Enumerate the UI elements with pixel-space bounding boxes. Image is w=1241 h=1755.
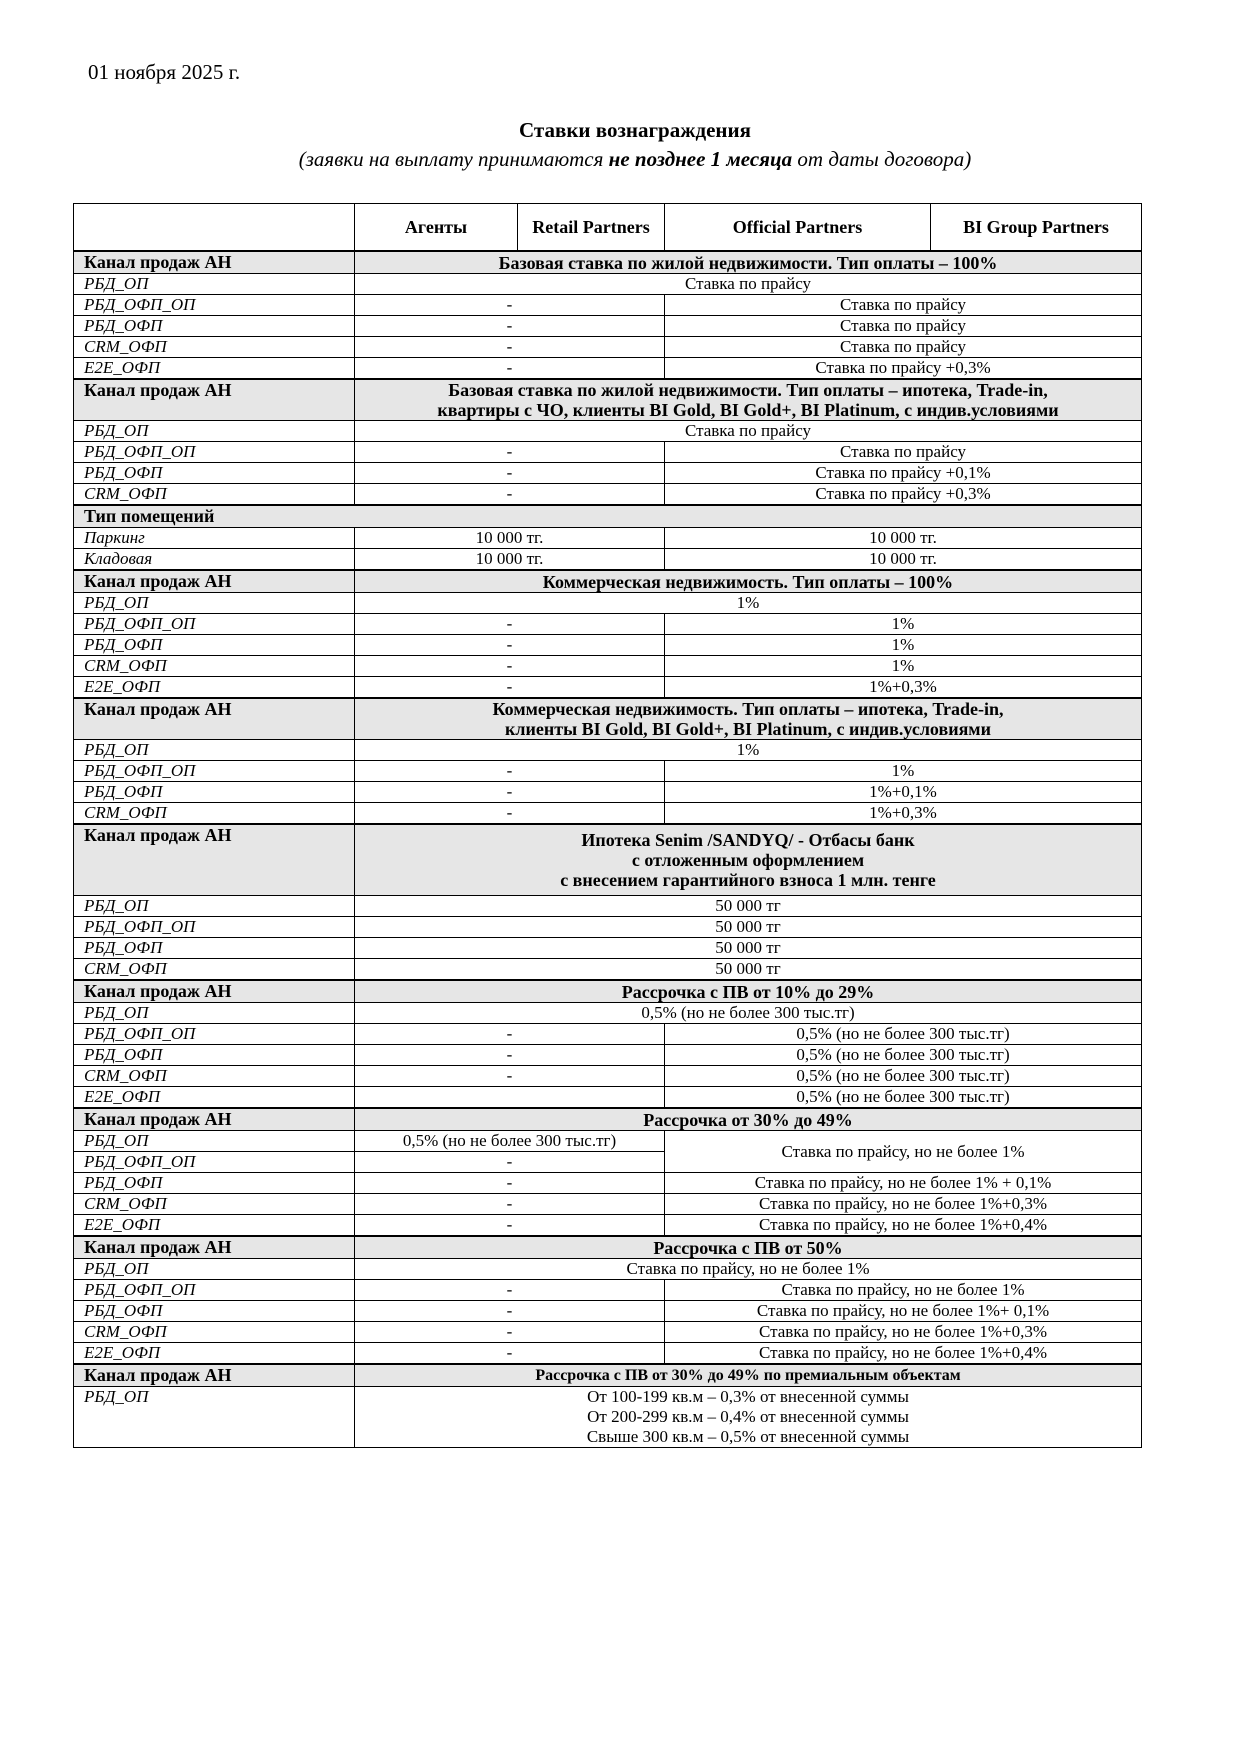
rate-dash: - [355,1152,665,1173]
rate-value: 1% [665,656,1142,677]
section-title: Рассрочка с ПВ от 10% до 29% [355,980,1142,1003]
table-row [74,1087,1142,1109]
rate-value: 1% [355,593,1142,614]
rate-value: 1% [665,635,1142,656]
rate-dash: - [355,1066,665,1087]
section-title: Базовая ставка по жилой недвижимости. Тип оплаты – 100% [355,251,1142,274]
document-subtitle [0,147,1241,172]
table-row [74,1259,1142,1280]
rate-value: 1%+0,3% [665,677,1142,699]
section-header-residential-100 [74,251,1142,274]
rate-value: Ставка по прайсу, но не более 1%+0,3% [665,1322,1142,1343]
section-title: Рассрочка от 30% до 49% [355,1108,1142,1131]
rate-dash: - [355,442,665,463]
rate-value: Ставка по прайсу +0,3% [665,484,1142,506]
table-row [74,1215,1142,1237]
table-row [74,938,1142,959]
rate-dash: - [355,1173,665,1194]
document-date: 01 ноября 2025 г. [88,60,241,84]
rate-value: 50 000 тг [355,896,1142,917]
section-label: Канал продаж АН [74,1108,355,1131]
table-row [74,1322,1142,1343]
table-row [74,274,1142,295]
premium-rate-line: От 200-299 кв.м – 0,4% от внесенной суммы [587,1407,909,1426]
table-row [74,896,1142,917]
channel-label: РБД_ОФП_ОП [74,917,355,938]
rate-value: 50 000 тг [355,938,1142,959]
rate-value: 1% [665,761,1142,782]
channel-label: CRM_ОФП [74,484,355,506]
channel-label: CRM_ОФП [74,1322,355,1343]
rate-dash: - [355,803,665,825]
channel-label: РБД_ОФП_ОП [74,614,355,635]
rate-value: 0,5% (но не более 300 тыс.тг) [665,1066,1142,1087]
rate-value-merged: Ставка по прайсу, но не более 1% [665,1131,1142,1173]
rate-value: Ставка по прайсу, но не более 1% [355,1259,1142,1280]
rate-value: 0,5% (но не более 300 тыс.тг) [665,1024,1142,1045]
channel-label: РБД_ОФП [74,463,355,484]
rate-dash: - [355,1024,665,1045]
table-row [74,917,1142,938]
rate-value: 1%+0,1% [665,782,1142,803]
section-header-premises [74,505,1142,528]
channel-label: РБД_ОФП [74,1045,355,1066]
channel-label: РБД_ОП [74,1387,355,1448]
subtitle-post: от даты договора) [792,147,972,171]
channel-label: CRM_ОФП [74,337,355,358]
rate-dash: - [355,1343,665,1365]
table-row [74,761,1142,782]
header-empty-cell [74,204,355,252]
table-row [74,677,1142,699]
channel-label: РБД_ОП [74,274,355,295]
rate-value: 10 000 тг. [665,549,1142,571]
section-header-commercial-100 [74,570,1142,593]
rate-value: Ставка по прайсу [665,337,1142,358]
channel-label: CRM_ОФП [74,1066,355,1087]
rate-dash: - [355,761,665,782]
section-header-premium-installment [74,1364,1142,1387]
rate-value: Ставка по прайсу [665,295,1142,316]
table-row [74,484,1142,506]
section-label: Тип помещений [74,505,1142,528]
premium-rate-line: От 100-199 кв.м – 0,3% от внесенной суммы [587,1387,909,1406]
table-row [74,740,1142,761]
channel-label: РБД_ОФП_ОП [74,1152,355,1173]
rate-dash: - [355,1215,665,1237]
channel-label: E2E_ОФП [74,1087,355,1109]
table-row [74,593,1142,614]
table-row [74,782,1142,803]
section-title-line: Ипотека Senim /SANDYQ/ - Отбасы банк [581,830,915,850]
table-row [74,1343,1142,1365]
rate-value: 0,5% (но не более 300 тыс.тг) [355,1003,1142,1024]
table-row [74,1173,1142,1194]
rate-value: 10 000 тг. [355,549,665,571]
rate-dash: - [355,635,665,656]
section-label: Канал продаж АН [74,824,355,896]
section-label: Канал продаж АН [74,251,355,274]
channel-label: РБД_ОП [74,1131,355,1152]
channel-label: E2E_ОФП [74,358,355,380]
channel-label: РБД_ОФП [74,782,355,803]
channel-label: РБД_ОП [74,896,355,917]
header-row [74,204,1142,252]
channel-label: РБД_ОФП_ОП [74,1024,355,1045]
rate-value [355,1387,1142,1448]
rate-dash: - [355,295,665,316]
section-title [355,824,1142,896]
channel-label: РБД_ОФП [74,1301,355,1322]
section-title-line: квартиры с ЧО, клиенты BI Gold, BI Gold+, BI Platinum, с индив.условиями [437,400,1059,420]
section-title: Коммерческая недвижимость. Тип оплаты – 100% [355,570,1142,593]
table-row [74,316,1142,337]
table-row [74,1045,1142,1066]
col-header-official-partners: Official Partners [665,204,931,252]
section-title: Рассрочка с ПВ от 50% [355,1236,1142,1259]
section-title-line: с отложенным оформлением [631,850,865,870]
rate-value: Ставка по прайсу [355,421,1142,442]
channel-label: РБД_ОФП [74,938,355,959]
rate-value: 10 000 тг. [355,528,665,549]
table-row [74,358,1142,380]
section-header-senim-mortgage [74,824,1142,896]
section-header-commercial-mortgage [74,698,1142,740]
channel-label: РБД_ОФП [74,1173,355,1194]
rate-dash: - [355,677,665,699]
rate-dash: - [355,463,665,484]
rate-value: Ставка по прайсу +0,1% [665,463,1142,484]
rate-value: Ставка по прайсу, но не более 1%+0,3% [665,1194,1142,1215]
rate-value: Ставка по прайсу, но не более 1% [665,1280,1142,1301]
channel-label: РБД_ОФП_ОП [74,442,355,463]
rate-dash: - [355,1194,665,1215]
channel-label: РБД_ОФП [74,635,355,656]
table-row [74,656,1142,677]
subtitle-pre: (заявки на выплату принимаются [298,147,609,171]
rate-dash: - [355,1322,665,1343]
table-row [74,549,1142,571]
section-title-line: с внесением гарантийного взноса 1 млн. тенге [560,870,936,890]
channel-label: РБД_ОФП_ОП [74,295,355,316]
rate-dash: - [355,1280,665,1301]
table-row [74,1387,1142,1448]
rate-dash: - [355,316,665,337]
section-title [355,379,1142,421]
premium-rate-line: Свыше 300 кв.м – 0,5% от внесенной суммы [586,1427,910,1446]
channel-label: РБД_ОП [74,1003,355,1024]
subtitle-bold: не позднее 1 месяца [608,147,793,171]
section-header-installment-10-29 [74,980,1142,1003]
table-row [74,337,1142,358]
premise-label: Паркинг [74,528,355,549]
rate-value: 0,5% (но не более 300 тыс.тг) [665,1045,1142,1066]
rate-value: Ставка по прайсу [665,316,1142,337]
document-title: Ставки вознаграждения [519,118,751,142]
channel-label: CRM_ОФП [74,803,355,825]
table-row [74,1003,1142,1024]
table-row [74,1066,1142,1087]
channel-label: РБД_ОП [74,1259,355,1280]
channel-label: РБД_ОП [74,421,355,442]
rate-value: Ставка по прайсу, но не более 1% + 0,1% [665,1173,1142,1194]
channel-label: E2E_ОФП [74,1215,355,1237]
channel-label: РБД_ОФП [74,316,355,337]
channel-label: РБД_ОФП_ОП [74,1280,355,1301]
col-header-agents: Агенты [355,204,518,252]
rate-value: 10 000 тг. [665,528,1142,549]
rate-value: Ставка по прайсу [665,442,1142,463]
table-row [74,528,1142,549]
table-row [74,421,1142,442]
section-label: Канал продаж АН [74,1364,355,1387]
section-label: Канал продаж АН [74,570,355,593]
rate-dash: - [355,484,665,506]
table-row [74,1301,1142,1322]
section-label: Канал продаж АН [74,980,355,1003]
section-title: Рассрочка с ПВ от 30% до 49% по премиальным объектам [355,1364,1142,1387]
rate-value: Ставка по прайсу, но не более 1%+0,4% [665,1343,1142,1365]
rate-value: 1% [355,740,1142,761]
section-label: Канал продаж АН [74,698,355,740]
channel-label: CRM_ОФП [74,656,355,677]
rate-value: Ставка по прайсу, но не более 1%+0,4% [665,1215,1142,1237]
table-row [74,1024,1142,1045]
rate-value: 1%+0,3% [665,803,1142,825]
rate-dash: - [355,337,665,358]
table-row [74,635,1142,656]
section-label: Канал продаж АН [74,379,355,421]
rate-value: 50 000 тг [355,959,1142,981]
rate-value: 0,5% (но не более 300 тыс.тг) [355,1131,665,1152]
section-header-installment-30-49 [74,1108,1142,1131]
rate-empty [355,1087,665,1109]
channel-label: E2E_ОФП [74,1343,355,1365]
channel-label: РБД_ОП [74,740,355,761]
table-row [74,1131,1142,1152]
table-row [74,442,1142,463]
section-title-line: Базовая ставка по жилой недвижимости. Тип оплаты – ипотека, Trade-in, [448,380,1048,400]
col-header-bi-group-partners: BI Group Partners [931,204,1142,252]
rate-dash: - [355,1045,665,1066]
rate-dash: - [355,656,665,677]
rate-value: Ставка по прайсу [355,274,1142,295]
rate-value: 0,5% (но не более 300 тыс.тг) [665,1087,1142,1109]
rate-dash: - [355,358,665,380]
table-row [74,295,1142,316]
channel-label: E2E_ОФП [74,677,355,699]
premise-label: Кладовая [74,549,355,571]
section-label: Канал продаж АН [74,1236,355,1259]
channel-label: CRM_ОФП [74,959,355,981]
col-header-retail-partners: Retail Partners [518,204,665,252]
table-row [74,463,1142,484]
section-header-residential-mortgage [74,379,1142,421]
table-row [74,614,1142,635]
section-title-line: Коммерческая недвижимость. Тип оплаты – ипотека, Trade-in, [492,699,1004,719]
channel-label: CRM_ОФП [74,1194,355,1215]
table-row [74,1194,1142,1215]
section-header-installment-50 [74,1236,1142,1259]
section-title [355,698,1142,740]
rate-value: Ставка по прайсу +0,3% [665,358,1142,380]
channel-label: РБД_ОП [74,593,355,614]
table-row [74,959,1142,981]
rates-table [73,203,1142,1448]
rate-dash: - [355,614,665,635]
channel-label: РБД_ОФП_ОП [74,761,355,782]
rate-value: Ставка по прайсу, но не более 1%+ 0,1% [665,1301,1142,1322]
rate-value: 50 000 тг [355,917,1142,938]
rate-value: 1% [665,614,1142,635]
table-row [74,803,1142,825]
rate-dash: - [355,782,665,803]
table-row [74,1280,1142,1301]
rate-dash: - [355,1301,665,1322]
section-title-line: клиенты BI Gold, BI Gold+, BI Platinum, с индив.условиями [505,719,991,739]
